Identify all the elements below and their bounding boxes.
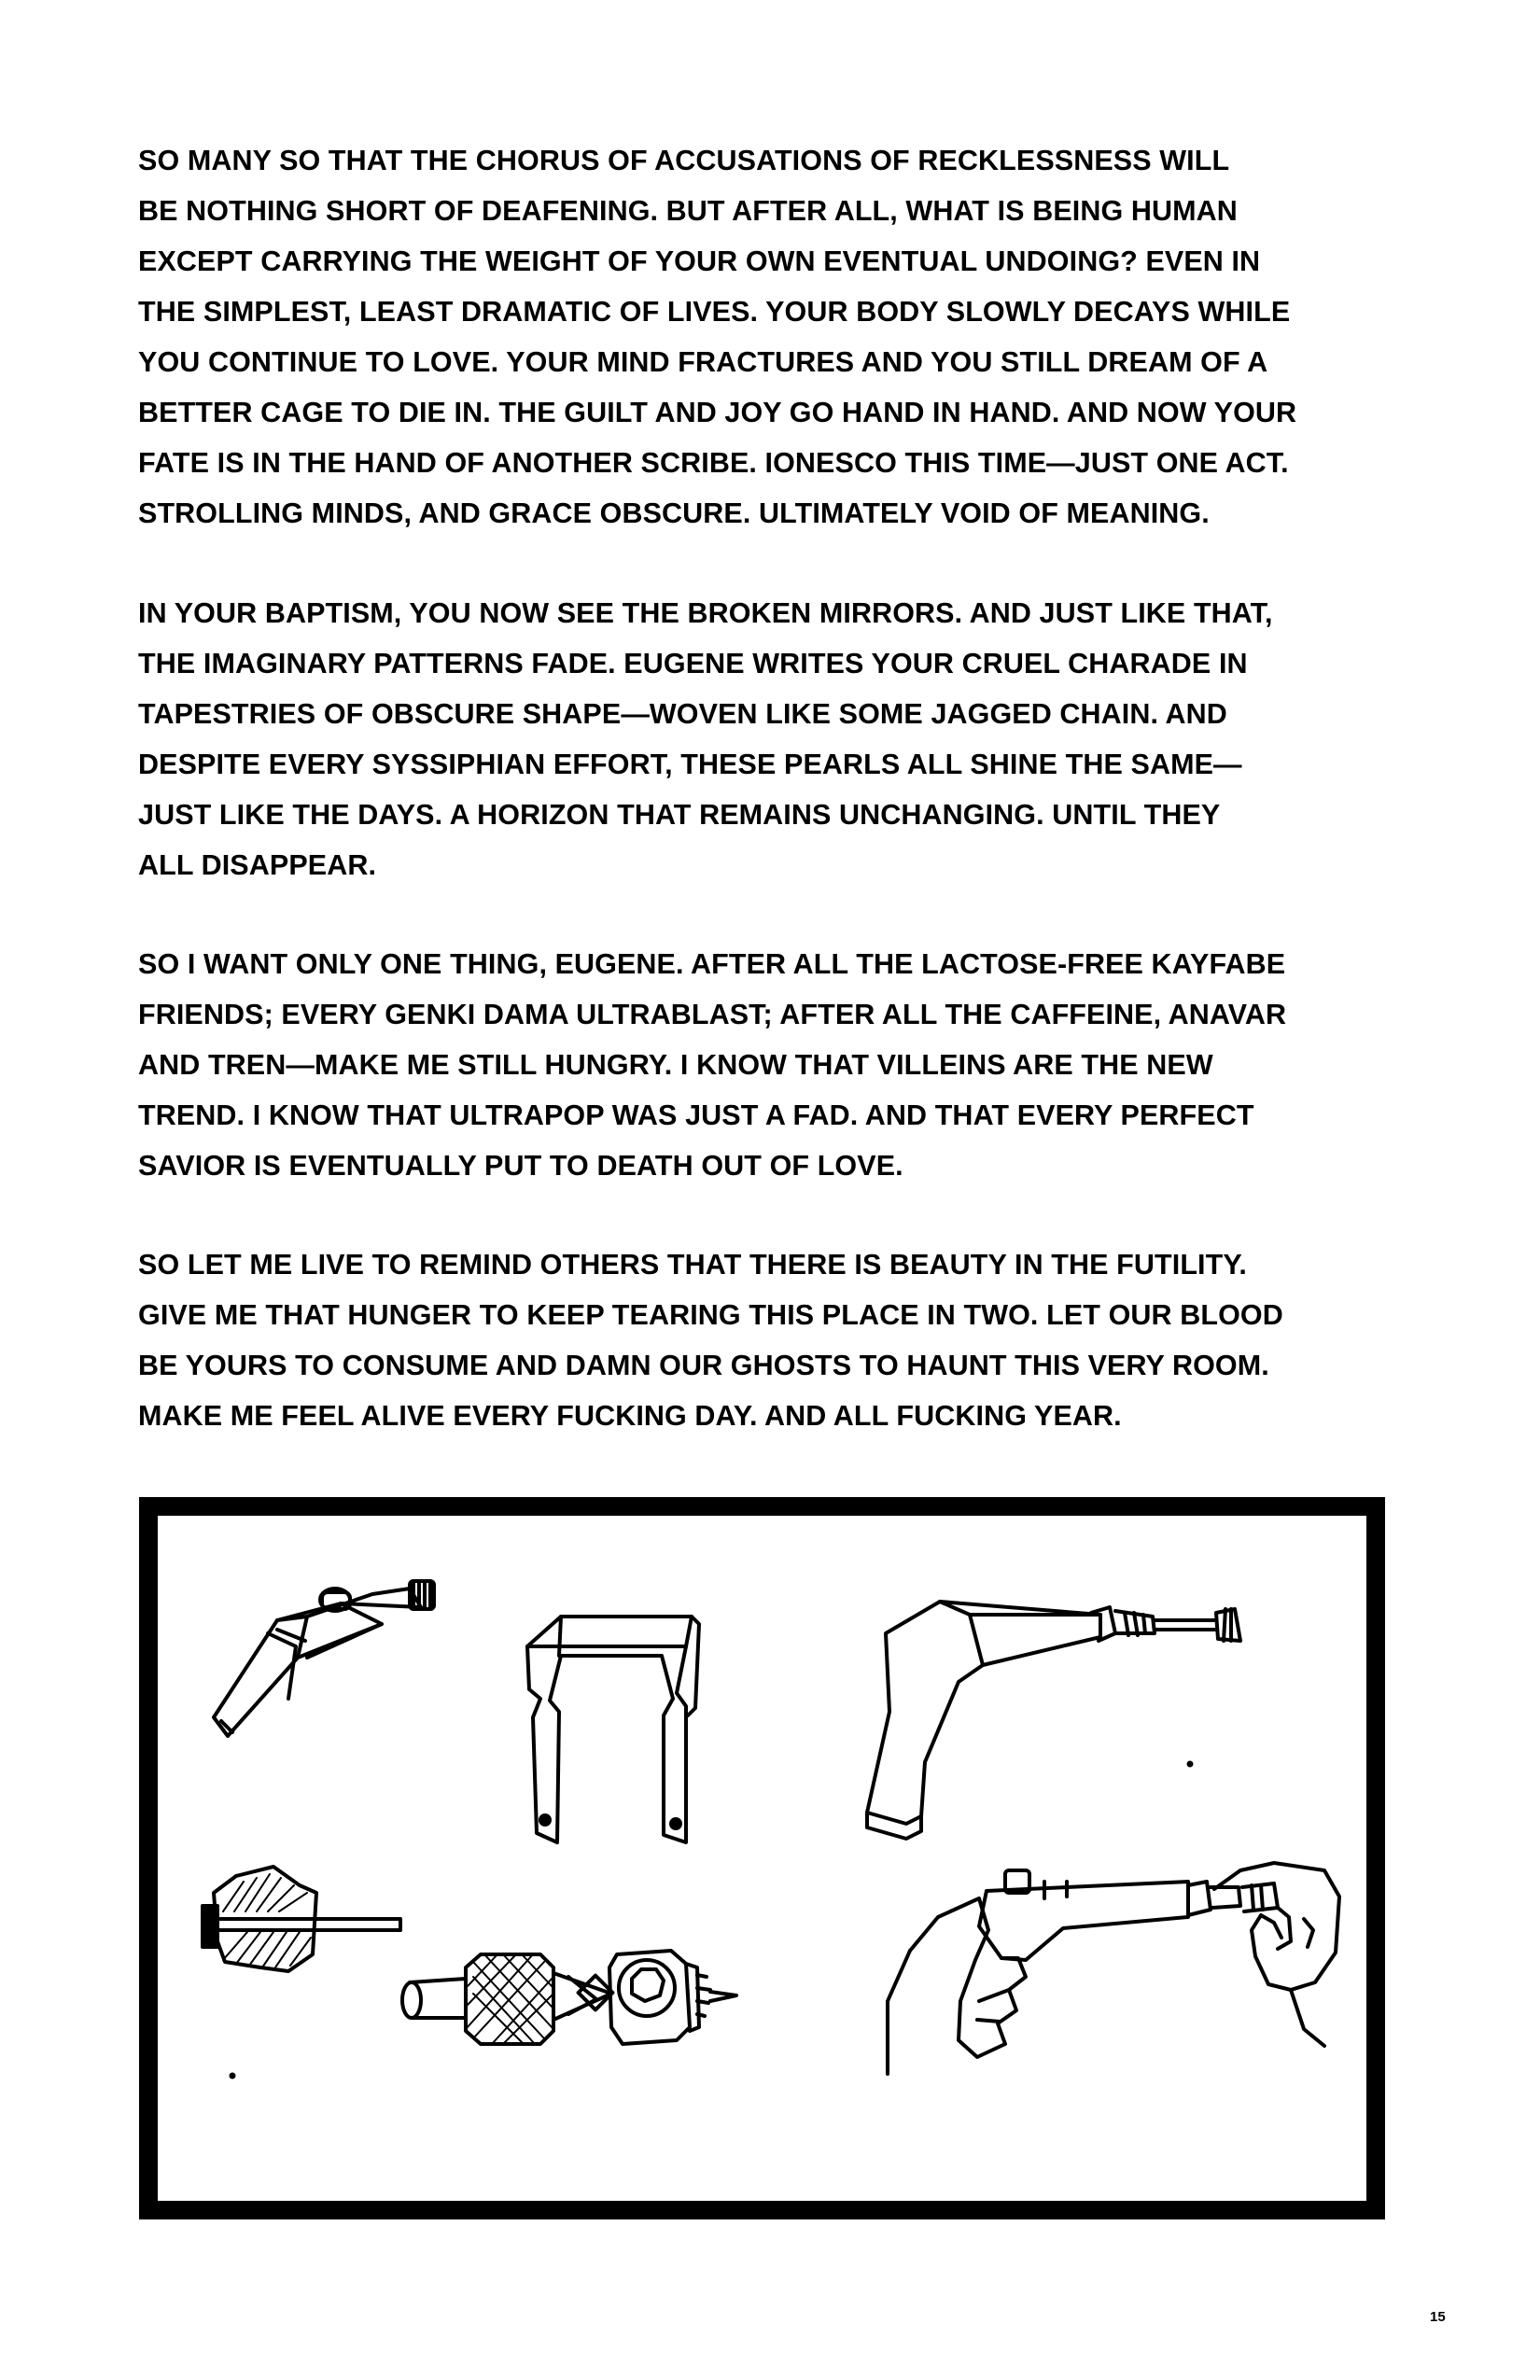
paragraph-3-line: TREND. I KNOW THAT ULTRAPOP WAS JUST A FAD. AND THAT EVERY PERFECT [138,1099,1254,1131]
paragraph-2 [138,588,1417,890]
bracket-icon [527,1617,699,1842]
paragraph-4-line: GIVE ME THAT HUNGER TO KEEP TEARING THIS PLACE IN TWO. LET OUR BLOOD [138,1299,1283,1331]
paragraph-4-line: MAKE ME FEEL ALIVE EVERY FUCKING DAY. AND ALL FUCKING YEAR. [138,1400,1122,1432]
paragraph-1-line: SO MANY SO THAT THE CHORUS OF ACCUSATIONS OF RECKLESSNESS WILL [138,145,1230,176]
paragraph-4-line: BE YOURS TO CONSUME AND DAMN OUR GHOSTS TO HAUNT THIS VERY ROOM. [138,1350,1269,1381]
paragraph-3-line: FRIENDS; EVERY GENKI DAMA ULTRABLAST; AFTER ALL THE CAFFEINE, ANAVAR [138,999,1287,1030]
threaded-plug-icon [203,1867,400,2078]
paragraph-4-line: SO LET ME LIVE TO REMIND OTHERS THAT THERE IS BEAUTY IN THE FUTILITY. [138,1249,1247,1281]
page-number: 15 [1430,2309,1446,2325]
paragraph-2-line: JUST LIKE THE DAYS. A HORIZON THAT REMAINS UNCHANGING. UNTIL THEY [138,799,1221,831]
paragraph-1-line: YOU CONTINUE TO LOVE. YOUR MIND FRACTURES AND YOU STILL DREAM OF A [138,346,1268,378]
paragraph-3-line: SO I WANT ONLY ONE THING, EUGENE. AFTER ALL THE LACTOSE-FREE KAYFABE [138,948,1286,980]
hands-holding-gun-icon [888,1863,1339,2074]
paragraph-1-line: STROLLING MINDS, AND GRACE OBSCURE. ULTIMATELY VOID OF MEANING. [138,497,1210,529]
paragraph-1-line: THE SIMPLEST, LEAST DRAMATIC OF LIVES. YOUR BODY SLOWLY DECAYS WHILE [138,296,1291,328]
paragraph-2-line: TAPESTRIES OF OBSCURE SHAPE—WOVEN LIKE SOME JAGGED CHAIN. AND [138,698,1227,730]
paragraph-2-line: IN YOUR BAPTISM, YOU NOW SEE THE BROKEN MIRRORS. AND JUST LIKE THAT, [138,597,1273,629]
illustration [158,1516,1366,2201]
paragraph-1-line: EXCEPT CARRYING THE WEIGHT OF YOUR OWN EVENTUAL UNDOING? EVEN IN [138,245,1261,277]
illustration-frame [139,1497,1385,2219]
paragraph-4 [138,1239,1417,1441]
paragraph-1 [138,135,1417,539]
paragraph-1-line: BETTER CAGE TO DIE IN. THE GUILT AND JOY GO HAND IN HAND. AND NOW YOUR [138,397,1297,428]
paragraph-3-line: SAVIOR IS EVENTUALLY PUT TO DEATH OUT OF LOVE. [138,1150,903,1182]
tool-gun-icon [214,1581,434,1736]
knurled-assembly-icon [402,1951,736,2044]
paragraph-2-line: DESPITE EVERY SYSSIPHIAN EFFORT, THESE PEARLS ALL SHINE THE SAME— [138,749,1242,780]
paragraph-1-line: BE NOTHING SHORT OF DEAFENING. BUT AFTER ALL, WHAT IS BEING HUMAN [138,195,1238,227]
paragraph-3-line: AND TREN—MAKE ME STILL HUNGRY. I KNOW THAT VILLEINS ARE THE NEW [138,1049,1213,1081]
paragraph-2-line: THE IMAGINARY PATTERNS FADE. EUGENE WRITES YOUR CRUEL CHARADE IN [138,648,1248,679]
gun-with-nozzle-icon [867,1602,1240,1839]
paragraph-3 [138,939,1417,1191]
paragraph-1-line: FATE IS IN THE HAND OF ANOTHER SCRIBE. IONESCO THIS TIME—JUST ONE ACT. [138,447,1289,479]
paragraph-2-line: ALL DISAPPEAR. [138,849,377,881]
